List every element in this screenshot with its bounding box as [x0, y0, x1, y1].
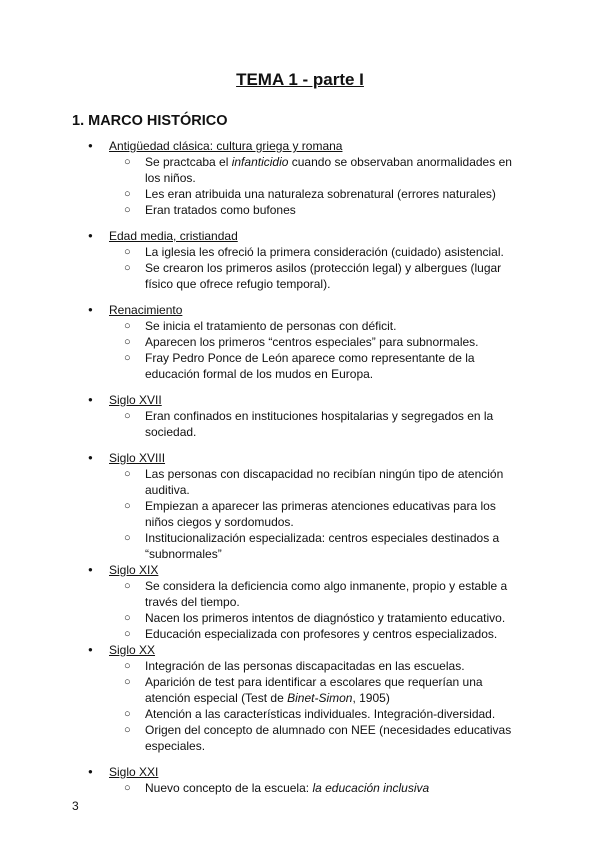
- list-item: ○ Aparecen los primeros “centros especiales” para subnormales.: [145, 334, 517, 350]
- period-antiguedad: [0, 138, 600, 218]
- list-item: ○ Aparición de test para identificar a escolares que requerían una atención especial (Test de Binet-Simon, 1905): [145, 674, 517, 706]
- list-item: ○ La iglesia les ofreció la primera consideración (cuidado) asistencial.: [145, 244, 517, 260]
- list-item: ○ Institucionalización especializada: centros especiales destinados a “subnormales”: [145, 530, 517, 562]
- period-siglo-xix: [0, 562, 600, 642]
- period-title: ● Siglo XVII: [109, 392, 600, 408]
- period-title: ● Siglo XXI: [109, 764, 600, 780]
- period-title: ● Antigüedad clásica: cultura griega y romana: [109, 138, 600, 154]
- period-edad-media: [0, 228, 600, 292]
- period-title: ● Siglo XX: [109, 642, 600, 658]
- page-number: 3: [72, 799, 79, 813]
- period-title: ● Edad media, cristiandad: [109, 228, 600, 244]
- list-item: ○ Se considera la deficiencia como algo inmanente, propio y estable a través del tiempo.: [145, 578, 517, 610]
- list-item: ○ Integración de las personas discapacitadas en las escuelas.: [145, 658, 517, 674]
- period-title: ● Siglo XIX: [109, 562, 600, 578]
- section-title: 1. MARCO HISTÓRICO: [72, 113, 228, 129]
- list-item: ○ Se crearon los primeros asilos (protección legal) y albergues (lugar físico que ofrece refugio temporal).: [145, 260, 517, 292]
- list-item: ○ Se inicia el tratamiento de personas con déficit.: [145, 318, 517, 334]
- period-title: ● Siglo XVIII: [109, 450, 600, 466]
- document-title: TEMA 1 - parte I: [236, 70, 364, 89]
- period-renacimiento: [0, 302, 600, 382]
- list-item: ○ Nacen los primeros intentos de diagnóstico y tratamiento educativo.: [145, 610, 517, 626]
- list-item: ○ Fray Pedro Ponce de León aparece como representante de la educación formal de los mudos en Europa.: [145, 350, 517, 382]
- period-siglo-xxi: [0, 764, 600, 796]
- period-siglo-xx: [0, 642, 600, 754]
- period-siglo-xvii: [0, 392, 600, 440]
- list-item: ○ Les eran atribuida una naturaleza sobrenatural (errores naturales): [145, 186, 517, 202]
- period-title: ● Renacimiento: [109, 302, 600, 318]
- list-item: ○ Las personas con discapacidad no recibían ningún tipo de atención auditiva.: [145, 466, 517, 498]
- list-item: ○ Eran tratados como bufones: [145, 202, 517, 218]
- list-item: ○ Nuevo concepto de la escuela: la educación inclusiva: [145, 780, 517, 796]
- period-siglo-xviii: [0, 450, 600, 562]
- list-item: ○ Eran confinados en instituciones hospitalarias y segregados en la sociedad.: [145, 408, 517, 440]
- list-item: ○ Se practcaba el infanticidio cuando se observaban anormalidades en los niños.: [145, 154, 517, 186]
- list-item: ○ Empiezan a aparecer las primeras atenciones educativas para los niños ciegos y sordomudos.: [145, 498, 517, 530]
- list-item: ○ Educación especializada con profesores y centros especializados.: [145, 626, 517, 642]
- list-item: ○ Origen del concepto de alumnado con NEE (necesidades educativas especiales.: [145, 722, 517, 754]
- content: [0, 138, 600, 796]
- list-item: ○ Atención a las características individuales. Integración-diversidad.: [145, 706, 517, 722]
